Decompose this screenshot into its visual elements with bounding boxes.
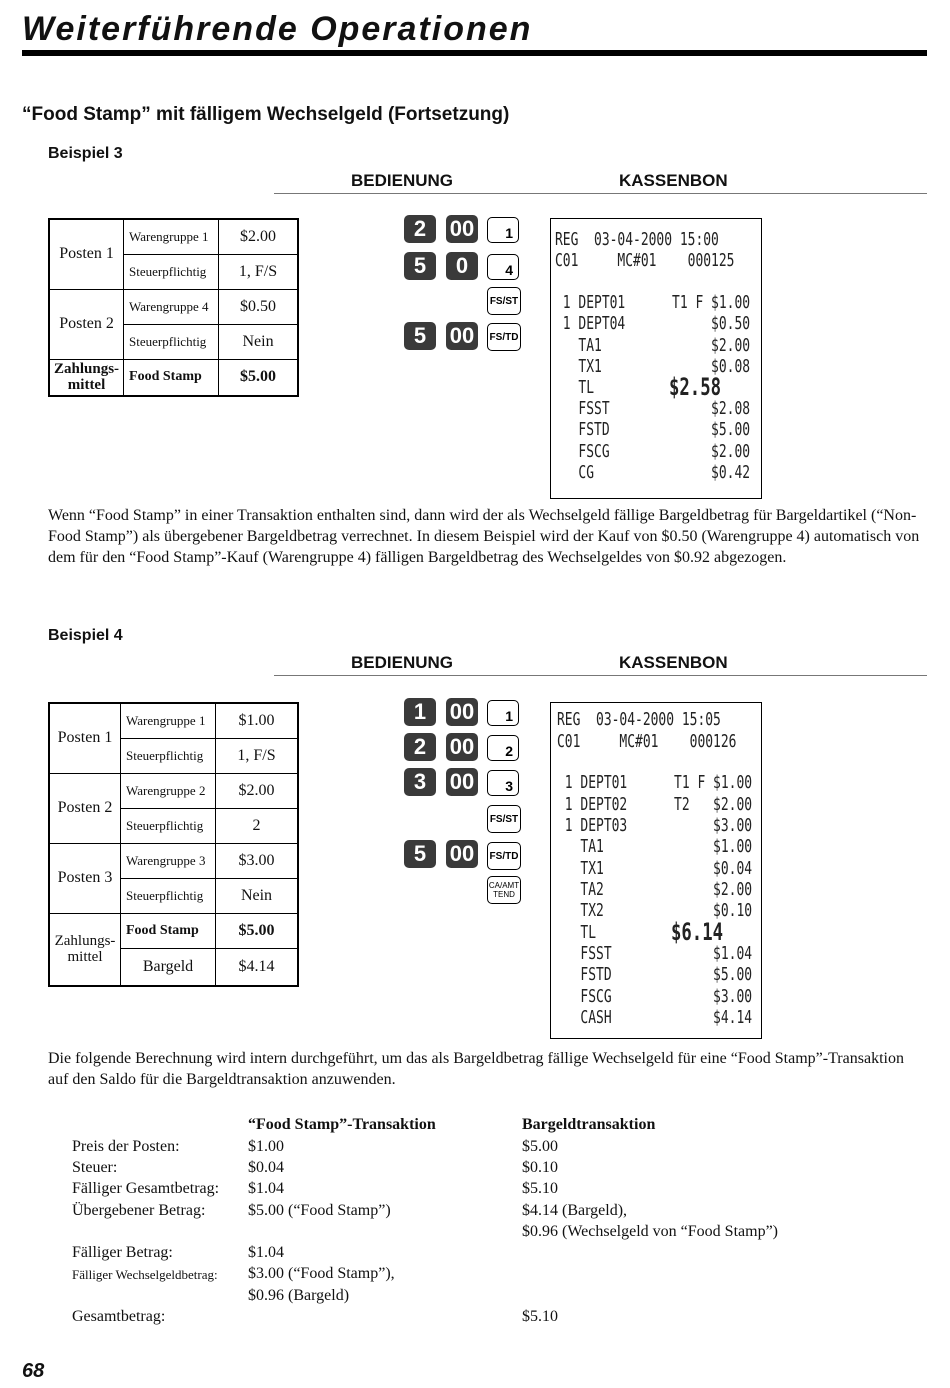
receipt-header: C01 MC#01 000126 bbox=[557, 731, 737, 752]
fs-st-key: FS/ST bbox=[487, 805, 521, 833]
key-0: 0 bbox=[446, 252, 478, 280]
dept-key-1: 1 bbox=[487, 700, 519, 726]
calc-label: Fälliger Wechselgeldbetrag: bbox=[72, 1267, 218, 1282]
payment-label: Zahlungs-mittel bbox=[49, 913, 121, 986]
receipt-header: REG 03-04-2000 15:05 bbox=[557, 709, 721, 730]
key-2: 2 bbox=[404, 733, 436, 761]
tax-label: Steuerpflichtig bbox=[124, 324, 219, 359]
calc-head-food-stamp: “Food Stamp”-Transaktion bbox=[248, 1116, 436, 1133]
receipt-line: TX1 $0.08 bbox=[555, 356, 751, 377]
receipt-line: TL bbox=[557, 922, 597, 943]
key-00: 00 bbox=[446, 215, 478, 243]
section-title: “Food Stamp” mit fälligem Wechselgeld (Fortsetzung) bbox=[22, 104, 510, 125]
calc-label: Preis der Posten: bbox=[72, 1138, 180, 1155]
fs-td-key: FS/TD bbox=[487, 842, 521, 870]
receipt-line: TA1 $1.00 bbox=[557, 836, 753, 857]
payment-type: Food Stamp bbox=[121, 913, 216, 948]
tax-label: Steuerpflichtig bbox=[121, 878, 216, 913]
calc-label: Fälliger Gesamtbetrag: bbox=[72, 1180, 220, 1197]
receipt-line: FSST $1.04 bbox=[557, 943, 753, 964]
receipt-line: TL bbox=[555, 377, 595, 398]
receipt-line: TA2 $2.00 bbox=[557, 879, 753, 900]
calc-label: Steuer: bbox=[72, 1159, 118, 1176]
key-5: 5 bbox=[404, 322, 436, 350]
calc-fs-value: $0.96 (Bargeld) bbox=[248, 1287, 350, 1304]
key-5: 5 bbox=[404, 252, 436, 280]
calc-cash-value: $5.10 bbox=[522, 1308, 558, 1325]
calc-fs-value: $1.04 bbox=[248, 1180, 284, 1197]
dept-label: Warengruppe 1 bbox=[124, 219, 219, 254]
calc-fs-value: $1.04 bbox=[248, 1244, 284, 1261]
example3-receipt bbox=[550, 218, 762, 499]
tax-label: Steuerpflichtig bbox=[121, 808, 216, 843]
dept-label: Warengruppe 1 bbox=[121, 703, 216, 738]
example3-col-operation: BEDIENUNG bbox=[351, 171, 454, 190]
key-00: 00 bbox=[446, 733, 478, 761]
calc-label: Gesamtbetrag: bbox=[72, 1308, 166, 1325]
receipt-line: 1 DEPT01 T1 F $1.00 bbox=[557, 772, 753, 793]
example3-items-table bbox=[48, 218, 299, 397]
dept-key-4: 4 bbox=[487, 254, 519, 280]
ca-amt-tend-key: CA/AMT TEND bbox=[487, 876, 521, 904]
receipt-total: $6.14 bbox=[671, 918, 724, 946]
page-number: 68 bbox=[22, 1360, 45, 1382]
tax-label: Steuerpflichtig bbox=[124, 254, 219, 289]
receipt-header: REG 03-04-2000 15:00 bbox=[555, 229, 719, 250]
example4-title: Beispiel 4 bbox=[48, 627, 123, 644]
posten-2-label: Posten 2 bbox=[49, 773, 121, 843]
receipt-line: CG $0.42 bbox=[555, 462, 751, 483]
calc-label: Fälliger Betrag: bbox=[72, 1244, 173, 1261]
key-5: 5 bbox=[404, 840, 436, 868]
example3-header-rule bbox=[274, 193, 927, 194]
title-rule bbox=[22, 50, 927, 56]
calc-cash-value: $0.10 bbox=[522, 1159, 558, 1176]
example4-header-rule bbox=[274, 675, 927, 676]
dept-label: Warengruppe 3 bbox=[121, 843, 216, 878]
tax-value: Nein bbox=[216, 878, 299, 913]
receipt-line: TX1 $0.04 bbox=[557, 858, 753, 879]
tax-value: 1, F/S bbox=[219, 254, 298, 289]
fs-td-key: FS/TD bbox=[487, 323, 521, 351]
receipt-line: TA1 $2.00 bbox=[555, 335, 751, 356]
receipt-line: FSCG $3.00 bbox=[557, 986, 753, 1007]
receipt-line: TX2 $0.10 bbox=[557, 900, 753, 921]
page-title: Weiterführende Operationen bbox=[22, 10, 533, 48]
receipt-header: C01 MC#01 000125 bbox=[555, 250, 735, 271]
calc-cash-value: $4.14 (Bargeld), bbox=[522, 1202, 628, 1219]
calc-cash-value: $5.10 bbox=[522, 1180, 558, 1197]
payment-label: Zahlungs-mittel bbox=[49, 359, 124, 396]
tax-value: Nein bbox=[219, 324, 298, 359]
receipt-line: 1 DEPT01 T1 F $1.00 bbox=[555, 292, 751, 313]
receipt-line: FSTD $5.00 bbox=[555, 419, 751, 440]
example4-col-operation: BEDIENUNG bbox=[351, 653, 454, 672]
key-00: 00 bbox=[446, 698, 478, 726]
receipt-line: FSTD $5.00 bbox=[557, 964, 753, 985]
payment-value: $5.00 bbox=[219, 359, 298, 396]
dept-value: $2.00 bbox=[219, 219, 298, 254]
dept-key-3: 3 bbox=[487, 770, 519, 796]
payment-value: $4.14 bbox=[216, 948, 299, 986]
calc-fs-value: $1.00 bbox=[248, 1138, 284, 1155]
key-00: 00 bbox=[446, 768, 478, 796]
receipt-line: 1 DEPT04 $0.50 bbox=[555, 313, 751, 334]
tax-value: 2 bbox=[216, 808, 299, 843]
key-00: 00 bbox=[446, 322, 478, 350]
receipt-line: FSCG $2.00 bbox=[555, 441, 751, 462]
key-2: 2 bbox=[404, 215, 436, 243]
tax-label: Steuerpflichtig bbox=[121, 738, 216, 773]
calc-cash-value: $5.00 bbox=[522, 1138, 558, 1155]
example4-paragraph: Die folgende Berechnung wird intern durchgeführt, um das als Bargeldbetrag fällige Wechselgeld für eine “Food Stamp”-Transaktion auf den Saldo für die Bargeldtransaktion anzuwenden. bbox=[48, 1050, 904, 1088]
payment-type: Bargeld bbox=[121, 948, 216, 986]
dept-value: $0.50 bbox=[219, 289, 298, 324]
calc-cash-value: $0.96 (Wechselgeld von “Food Stamp”) bbox=[522, 1223, 778, 1240]
calc-label: Übergebener Betrag: bbox=[72, 1202, 206, 1219]
example3-title: Beispiel 3 bbox=[48, 145, 123, 162]
posten-3-label: Posten 3 bbox=[49, 843, 121, 913]
example4-receipt bbox=[550, 702, 762, 1039]
calc-fs-value: $5.00 (“Food Stamp”) bbox=[248, 1202, 391, 1219]
posten-1-label: Posten 1 bbox=[49, 703, 121, 773]
receipt-total: $2.58 bbox=[669, 373, 722, 401]
key-1: 1 bbox=[404, 698, 436, 726]
key-00: 00 bbox=[446, 840, 478, 868]
dept-label: Warengruppe 4 bbox=[124, 289, 219, 324]
receipt-line: FSST $2.08 bbox=[555, 398, 751, 419]
key-3: 3 bbox=[404, 768, 436, 796]
dept-key-2: 2 bbox=[487, 735, 519, 761]
calc-fs-value: $0.04 bbox=[248, 1159, 284, 1176]
dept-value: $1.00 bbox=[216, 703, 299, 738]
example3-col-receipt: KASSENBON bbox=[619, 171, 728, 190]
payment-type: Food Stamp bbox=[124, 359, 219, 396]
calc-fs-value: $3.00 (“Food Stamp”), bbox=[248, 1265, 395, 1282]
receipt-line: 1 DEPT03 $3.00 bbox=[557, 815, 753, 836]
tax-value: 1, F/S bbox=[216, 738, 299, 773]
posten-1-label: Posten 1 bbox=[49, 219, 124, 289]
dept-label: Warengruppe 2 bbox=[121, 773, 216, 808]
receipt-line: 1 DEPT02 T2 $2.00 bbox=[557, 794, 753, 815]
example4-items-table bbox=[48, 702, 299, 987]
example3-paragraph: Wenn “Food Stamp” in einer Transaktion enthalten sind, dann wird der als Wechselgeld fällige Bargeldbetrag für Bargeldartikel (“Non-Food Stamp”) als übergebener Bargeldbetrag verrechnet. In diesem Beispiel wird der Kauf von $0.50 (Warengruppe 4) automatisch von dem für den “Food Stamp”-Kauf (Warengruppe 4) fälligen Bargeldbetrag des Wechselgeldes von $0.92 abgezogen. bbox=[48, 507, 920, 566]
example4-col-receipt: KASSENBON bbox=[619, 653, 728, 672]
fs-st-key: FS/ST bbox=[487, 287, 521, 315]
dept-key-1: 1 bbox=[487, 217, 519, 243]
calc-head-cash: Bargeldtransaktion bbox=[522, 1116, 656, 1133]
receipt-line: CASH $4.14 bbox=[557, 1007, 753, 1028]
dept-value: $2.00 bbox=[216, 773, 299, 808]
posten-2-label: Posten 2 bbox=[49, 289, 124, 359]
dept-value: $3.00 bbox=[216, 843, 299, 878]
payment-value: $5.00 bbox=[216, 913, 299, 948]
